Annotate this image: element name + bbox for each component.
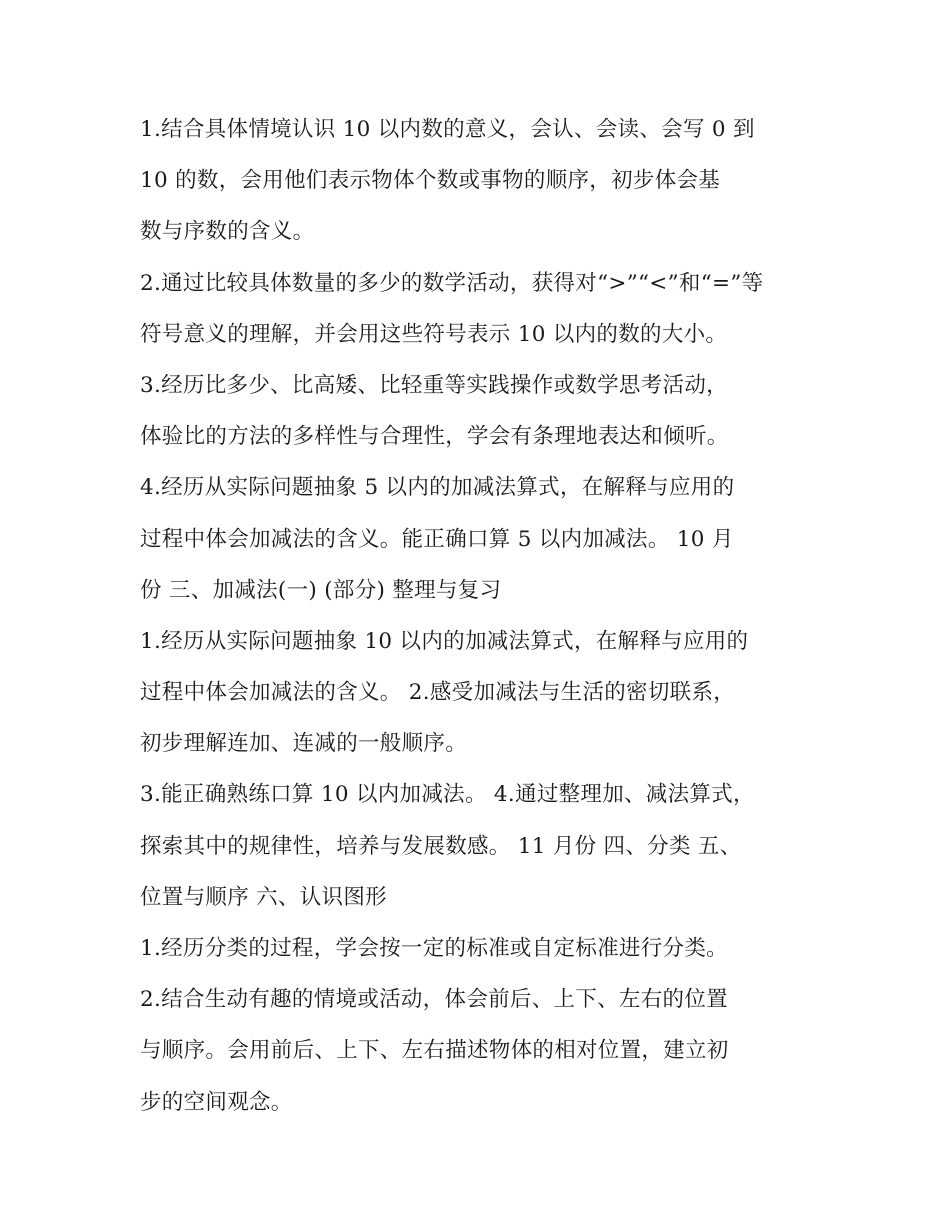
text-line: 数与序数的含义。	[140, 219, 315, 245]
text-line: 与顺序。会用前后、上下、左右描述物体的相对位置，建立初	[140, 1038, 729, 1064]
text-line: 过程中体会加减法的含义。 2.感受加减法与生活的密切联系，	[140, 680, 736, 706]
text-line: 10 的数，会用他们表示物体个数或事物的顺序，初步体会基	[140, 168, 721, 194]
text-line: 体验比的方法的多样性与合理性，学会有条理地表达和倾听。	[140, 424, 729, 450]
text-line: 2.通过比较具体数量的多少的数学活动，获得对“>”“<”和“=”等	[140, 270, 764, 296]
text-line: 1.经历分类的过程，学会按一定的标准或自定标准进行分类。	[140, 936, 728, 961]
text-line: 初步理解连加、连减的一般顺序。	[140, 731, 468, 757]
document-body	[140, 104, 820, 1128]
text-line: 探索其中的规律性，培养与发展数感。 11 月份 四、分类 五、	[140, 833, 742, 859]
text-line: 符号意义的理解，并会用这些符号表示 10 以内的数的大小。	[140, 321, 728, 347]
text-line: 位置与顺序 六、认识图形	[140, 884, 387, 910]
text-line: 1.经历从实际问题抽象 10 以内的加减法算式，在解释与应用的	[140, 628, 749, 654]
text-line: 份 三、加减法(一) (部分) 整理与复习	[140, 577, 502, 603]
text-line: 4.经历从实际问题抽象 5 以内的加减法算式，在解释与应用的	[140, 475, 735, 501]
text-line: 步的空间观念。	[140, 1089, 293, 1115]
text-line: 1.结合具体情境认识 10 以内数的意义，会认、会读、会写 0 到	[140, 117, 755, 142]
text-line: 2.结合生动有趣的情境或活动，体会前后、上下、左右的位置	[140, 987, 728, 1013]
text-line: 过程中体会加减法的含义。能正确口算 5 以内加减法。 10 月	[140, 526, 734, 552]
text-line: 3.经历比多少、比高矮、比轻重等实践操作或数学思考活动，	[140, 372, 728, 398]
text-line: 3.能正确熟练口算 10 以内加减法。 4.通过整理加、减法算式，	[140, 782, 755, 808]
